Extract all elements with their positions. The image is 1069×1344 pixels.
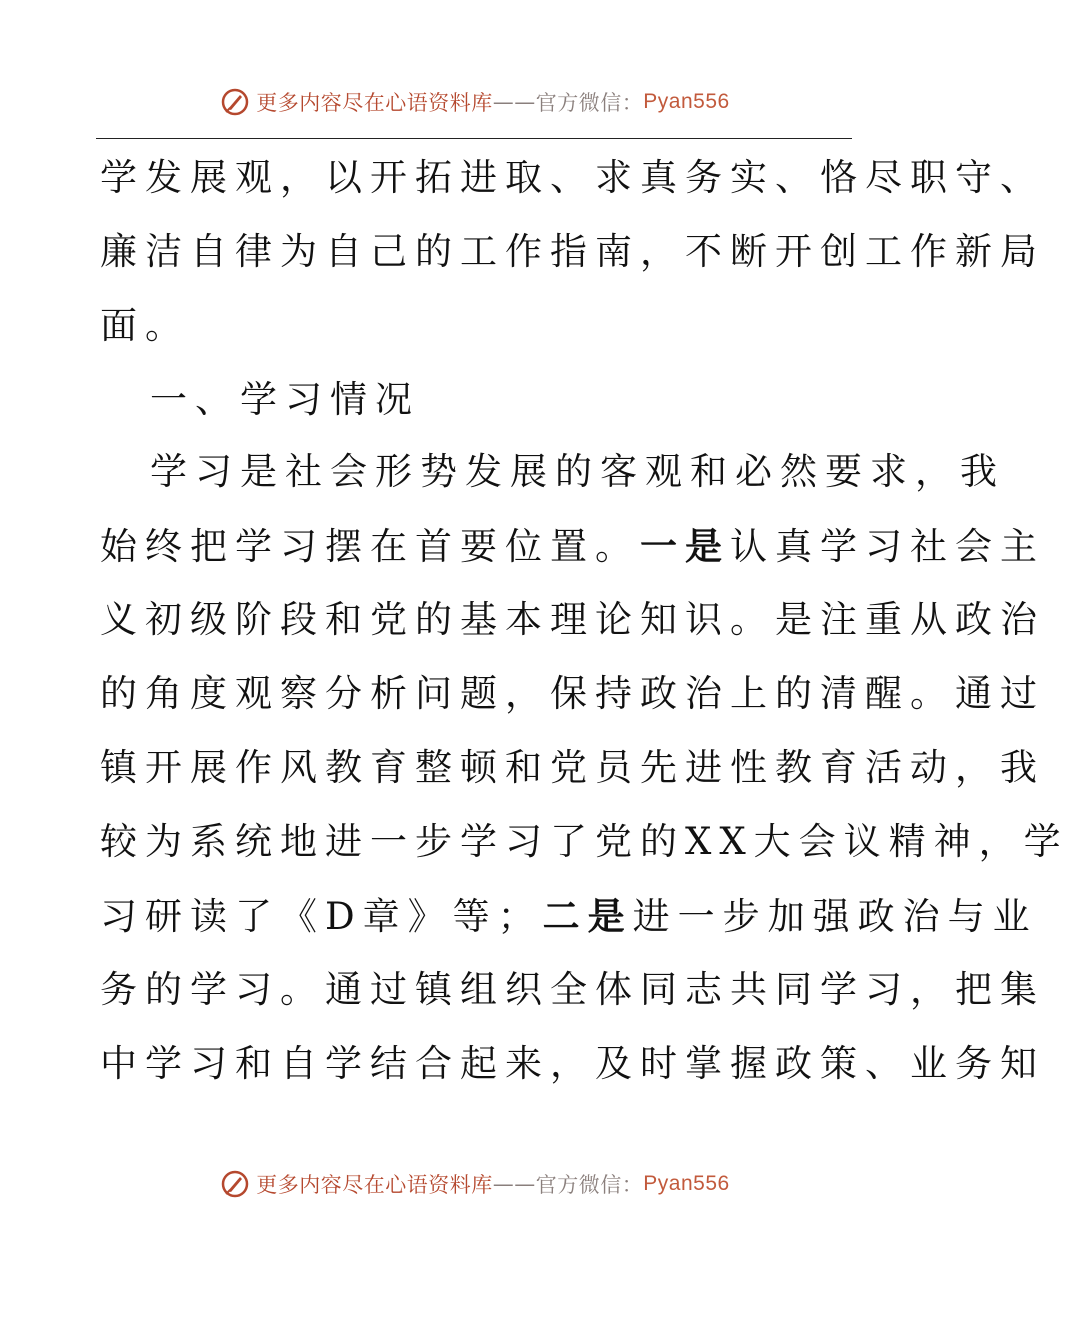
text-segment: 认真学习社会主 [730, 525, 1045, 568]
body-line [100, 968, 1045, 1012]
body-line [100, 598, 1045, 642]
quill-logo-icon [220, 87, 250, 117]
text-segment: 义初级阶段和党的基本理论知识。是注重从政治 [100, 598, 1045, 641]
body-line [100, 304, 190, 348]
header-divider [96, 138, 852, 139]
body-line [100, 524, 1045, 568]
body-line [100, 672, 1045, 716]
quill-logo-icon [220, 1169, 250, 1199]
text-segment: 一、学习情况 [150, 378, 420, 421]
header-separator: —— [492, 90, 536, 114]
footer-brand-text: 更多内容尽在心语资料库 [256, 1173, 493, 1197]
text-segment: 廉洁自律为自己的工作指南，不断开创工作新局 [100, 230, 1045, 273]
text-segment: 学习是社会形势发展的客观和必然要求，我 [150, 450, 1005, 493]
body-line [100, 820, 1069, 864]
text-segment: 务的学习。通过镇组织全体同志共同学习，把集 [100, 968, 1045, 1011]
header-wechat-label: 官方微信： [535, 91, 644, 115]
footer-separator: —— [492, 1172, 536, 1196]
body-line [150, 450, 1005, 494]
body-line [100, 230, 1045, 274]
body-line [150, 378, 420, 422]
footer-wechat-id: Pyan556 [643, 1172, 730, 1195]
text-segment: 面。 [100, 304, 190, 347]
page-footer-banner [0, 1162, 950, 1206]
text-segment: 较为系统地进一步学习了党的XX大会议精神，学 [100, 820, 1069, 863]
bold-text-segment: 一是 [640, 524, 730, 568]
footer-wechat-label: 官方微信： [535, 1173, 644, 1197]
body-line [100, 894, 1038, 938]
text-segment: 进一步加强政治与业 [632, 895, 1038, 938]
page-header-banner [0, 80, 950, 124]
header-brand-text: 更多内容尽在心语资料库 [256, 91, 493, 115]
text-segment: 镇开展作风教育整顿和党员先进性教育活动，我 [100, 746, 1045, 789]
text-segment: 学发展观，以开拓进取、求真务实、恪尽职守、 [100, 156, 1045, 199]
bold-text-segment: 二是 [542, 894, 633, 938]
body-line [100, 1042, 1045, 1086]
body-line [100, 746, 1045, 790]
body-line [100, 156, 1045, 200]
text-segment: 习研读了《D章》等； [100, 895, 543, 938]
text-segment: 始终把学习摆在首要位置。 [100, 525, 640, 568]
header-wechat-id: Pyan556 [643, 90, 730, 113]
text-segment: 中学习和自学结合起来，及时掌握政策、业务知 [100, 1042, 1045, 1085]
text-segment: 的角度观察分析问题，保持政治上的清醒。通过 [100, 672, 1045, 715]
